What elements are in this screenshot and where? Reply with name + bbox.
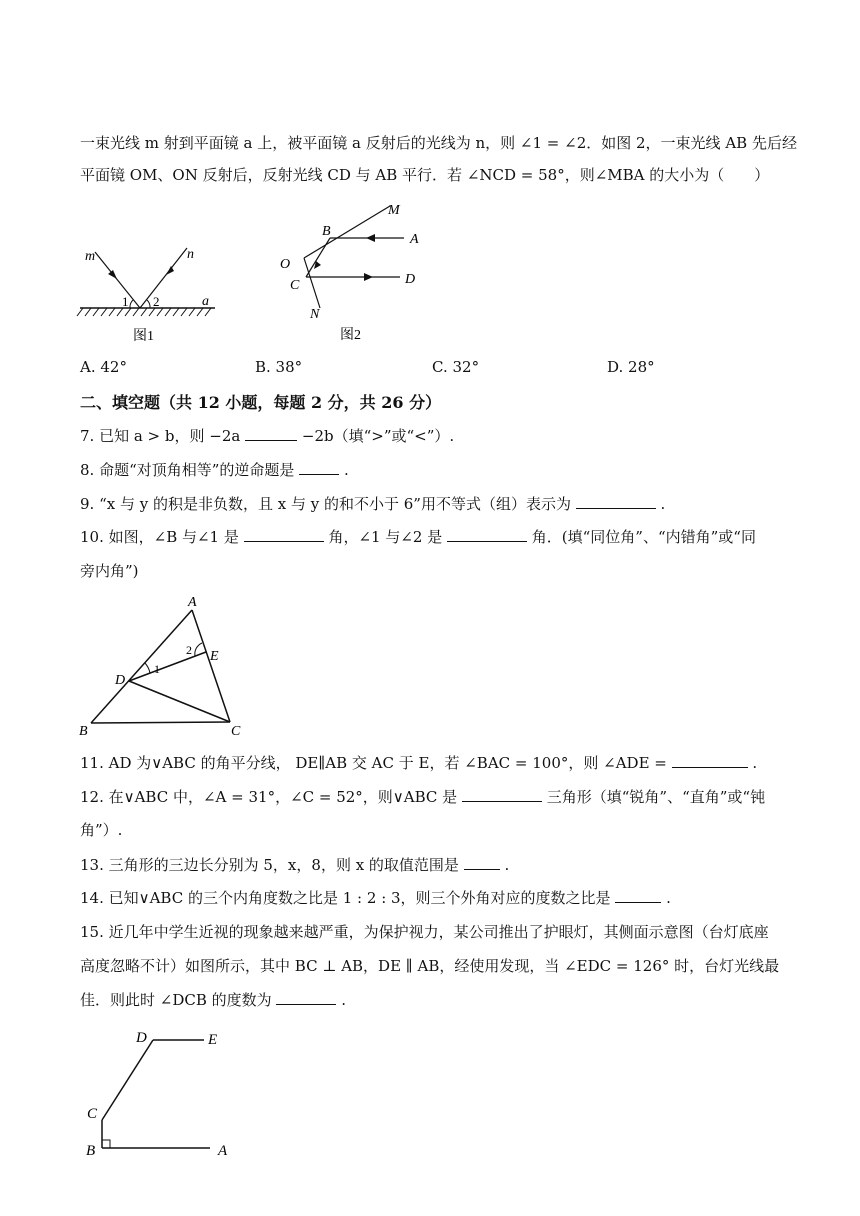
fig1-label-m: m (85, 249, 96, 264)
q14-answer-blank (615, 888, 661, 903)
question-14 (80, 888, 671, 908)
fig1-label-n: n (187, 247, 194, 262)
question-15-line1: 15. 近几年中学生近视的现象越来越严重，为保护视力，某公司推出了护眼灯，其侧面示意图（台灯底座 (80, 923, 769, 941)
question-15-line3 (80, 990, 346, 1010)
q14-text-after: . (666, 889, 671, 907)
question-12-line1 (80, 787, 765, 807)
fig2-label-B: B (322, 224, 331, 239)
fig2-label-D: D (405, 272, 416, 287)
q10-text-part1: 10. 如图，∠B 与∠1 是 (80, 528, 239, 546)
q15-text-after: . (341, 991, 346, 1009)
fig10-label-E: E (210, 649, 219, 664)
q15-desk-lamp-figure (82, 1022, 242, 1167)
question-13 (80, 855, 509, 875)
fig15-label-C: C (87, 1106, 98, 1122)
q13-text-after: . (504, 856, 510, 874)
q12-text-after: 三角形（填“锐角”、“直角”或“钝 (546, 788, 766, 806)
fig10-angle-2: 2 (186, 643, 192, 657)
q10-text-part3: 角．(填“同位角”、“内错角”或“同 (531, 528, 756, 546)
fig10-label-A: A (188, 595, 197, 610)
fig1-caption: 图1 (133, 329, 154, 344)
figure-2-two-mirrors (272, 198, 432, 348)
fig15-label-E: E (208, 1032, 218, 1048)
fig10-label-D: D (115, 673, 126, 688)
question-12-line2: 角”）. (80, 821, 123, 839)
q10-answer-blank-2 (447, 527, 527, 542)
q13-text-before: 13. 三角形的三边长分别为 5，x，8，则 x 的取值范围是 (80, 856, 459, 874)
q15-answer-blank (276, 990, 336, 1005)
q8-answer-blank (299, 460, 339, 475)
q9-text-before: 9. “x 与 y 的积是非负数，且 x 与 y 的和不小于 6”用不等式（组）表示为 (80, 495, 571, 513)
problem6-line1: 一束光线 m 射到平面镜 a 上，被平面镜 a 反射后的光线为 n，则 ∠1 = ∠2．如图 2，一束光线 AB 先后经 (80, 134, 797, 152)
option-b: B. 38° (255, 358, 303, 376)
fig2-label-A: A (410, 232, 419, 247)
question-10-line2: 旁内角”) (80, 562, 139, 580)
fig2-label-C: C (290, 278, 300, 293)
fig2-label-N: N (310, 307, 320, 322)
figure-1-mirror-reflection (75, 238, 225, 348)
problem6-line2: 平面镜 OM、ON 反射后，反射光线 CD 与 AB 平行．若 ∠NCD = 58°，则∠MBA 的大小为（ ） (80, 166, 770, 184)
question-10-line1 (80, 527, 756, 547)
q7-answer-blank (245, 426, 297, 441)
fig10-label-B: B (79, 724, 88, 739)
option-a: A. 42° (80, 358, 127, 376)
question-15-line2: 高度忽略不计）如图所示，其中 BC ⊥ AB，DE ∥ AB，经使用发现，当 ∠EDC = 126° 时，台灯光线最 (80, 957, 780, 975)
q14-text-before: 14. 已知∨ABC 的三个内角度数之比是 1 : 2 : 3，则三个外角对应的度数之比是 (80, 889, 611, 907)
q10-triangle-figure (75, 590, 255, 740)
q11-text-after: . (752, 754, 758, 772)
fig10-label-C: C (231, 724, 241, 739)
fig15-label-D: D (136, 1030, 147, 1046)
option-c: C. 32° (432, 358, 480, 376)
fig15-label-B: B (86, 1143, 96, 1159)
q7-text-after: −2b（填“>”或“<”）. (301, 427, 455, 445)
section-2-heading: 二、填空题（共 12 小题，每题 2 分，共 26 分） (80, 393, 442, 412)
question-11 (80, 753, 757, 773)
q9-answer-blank (576, 494, 656, 509)
fig10-angle-1: 1 (154, 662, 160, 676)
q13-answer-blank (464, 855, 500, 870)
fig15-label-A: A (218, 1143, 228, 1159)
q10-answer-blank-1 (244, 527, 324, 542)
q12-answer-blank (462, 787, 542, 802)
q15-text-before: 佳．则此时 ∠DCB 的度数为 (80, 991, 272, 1009)
question-7 (80, 426, 454, 446)
fig1-angle-1: 1 (122, 294, 129, 309)
q8-text-after: . (343, 461, 349, 479)
fig1-label-a: a (202, 294, 209, 309)
fig2-label-M: M (388, 203, 400, 218)
option-d: D. 28° (607, 358, 655, 376)
q10-text-part2: 角，∠1 与∠2 是 (328, 528, 443, 546)
fig1-angle-2: 2 (153, 294, 160, 309)
q12-text-before: 12. 在∨ABC 中，∠A = 31°，∠C = 52°，则∨ABC 是 (80, 788, 458, 806)
q8-text-before: 8. 命题“对顶角相等”的逆命题是 (80, 461, 295, 479)
fig2-label-O: O (280, 257, 291, 272)
q11-text-before: 11. AD 为∨ABC 的角平分线， DE∥AB 交 AC 于 E，若 ∠BAC = 100°，则 ∠ADE = (80, 754, 667, 772)
question-8 (80, 460, 349, 480)
q7-text-before: 7. 已知 a > b，则 −2a (80, 427, 241, 445)
q11-answer-blank (672, 753, 748, 768)
fig2-caption: 图2 (340, 328, 361, 343)
q9-text-after: . (660, 495, 666, 513)
question-9 (80, 494, 665, 514)
